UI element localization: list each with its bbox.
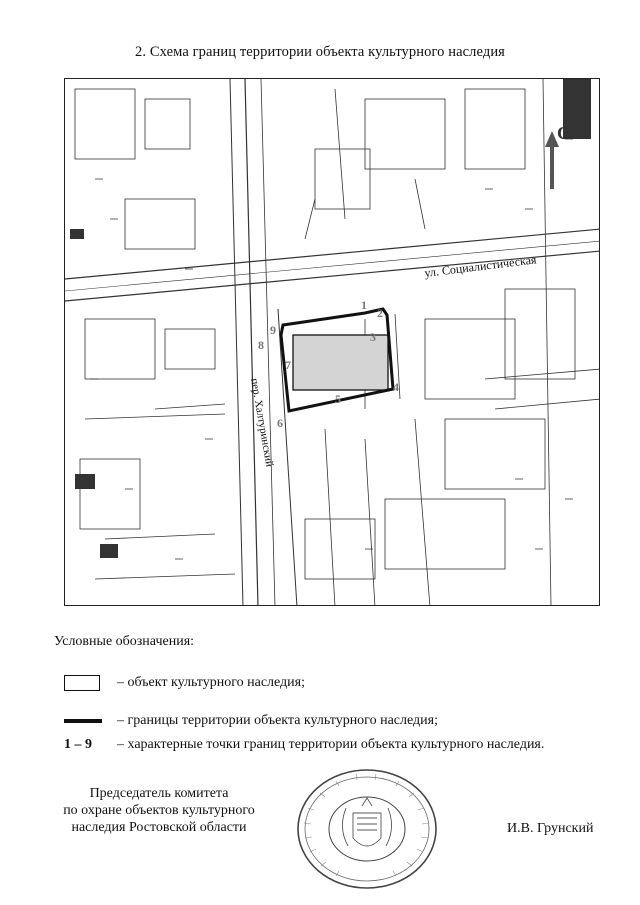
legend-item-points (64, 737, 544, 753)
page-title: 2. Схема границ территории объекта культурного наследия (135, 44, 505, 60)
point-label-2: 2 (377, 306, 383, 320)
point-label-3: 3 (370, 330, 376, 344)
position-line-2: по охране объектов культурного (63, 803, 255, 818)
legend-item-text: – границы территории объекта культурного наследия; (117, 713, 438, 728)
street-label-top: ул. Социалистическая (423, 252, 538, 280)
north-arrow (545, 123, 570, 189)
signatory-position (54, 785, 264, 836)
cadastral-map (64, 78, 600, 606)
point-label-1: 1 (361, 298, 367, 312)
point-label-8: 8 (258, 338, 264, 352)
legend-heading: Условные обозначения: (54, 634, 195, 649)
street-label-left: пер. Халтуринский (248, 377, 276, 468)
map-drawing (65, 79, 600, 606)
signatory-name: И.В. Грунский (507, 821, 594, 836)
point-label-7: 7 (285, 358, 291, 372)
position-line-1: Председатель комитета (89, 786, 229, 801)
legend-range-key: 1 – 9 (64, 737, 92, 752)
legend-line-symbol (64, 719, 102, 723)
official-seal-icon (296, 768, 438, 895)
legend-item-text: – характерные точки границ территории объекта культурного наследия. (117, 737, 545, 752)
point-label-6: 6 (277, 416, 283, 430)
point-label-9: 9 (270, 323, 276, 337)
legend-item-object (64, 675, 305, 691)
position-line-3: наследия Ростовской области (71, 820, 247, 835)
north-label: С (557, 123, 570, 143)
point-label-5: 5 (335, 392, 341, 406)
legend-item-text: – объект культурного наследия; (117, 675, 305, 690)
point-label-4: 4 (393, 380, 399, 394)
legend-box-symbol (64, 675, 100, 691)
legend-item-boundary (64, 713, 438, 729)
